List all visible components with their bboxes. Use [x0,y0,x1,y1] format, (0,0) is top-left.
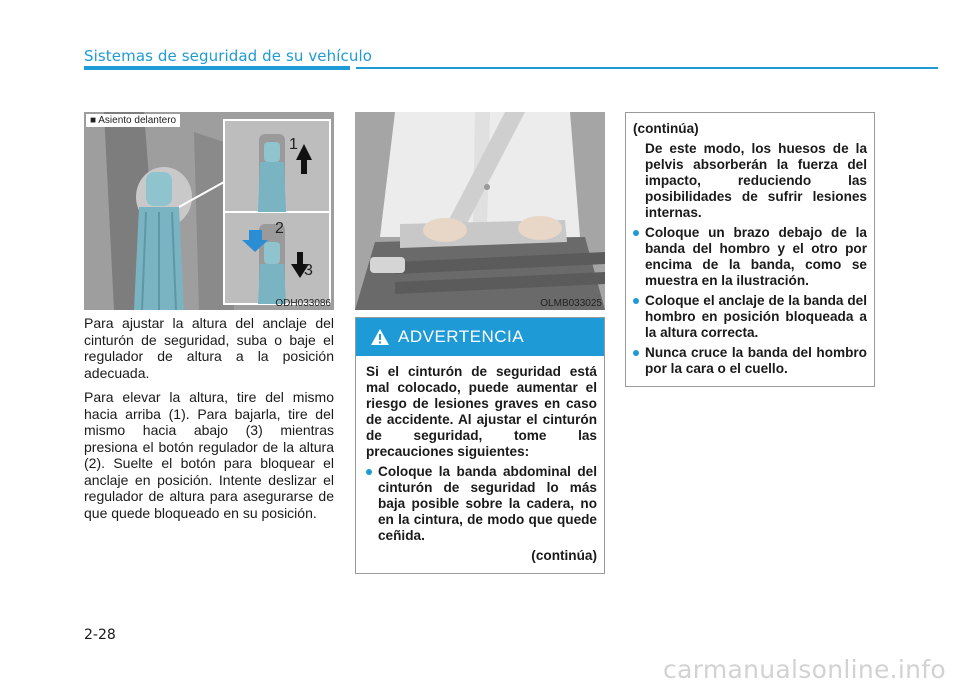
warning-title: ADVERTENCIA [398,327,525,346]
lap-belt-illustration [355,112,605,310]
warning-intro: Si el cinturón de seguridad está mal colocado, puede aumentar el riesgo de lesiones graves en caso de accidente. Al ajustar el cinturón de seguridad, tome las precauciones siguientes: [366,364,597,459]
continued-bullet: Coloque el anclaje de la banda del hombro en posición bloqueada a la altura correcta. [633,293,867,341]
warning-triangle-icon [370,328,390,346]
continued-bullet: Nunca cruce la banda del hombro por la cara o el cuello. [633,345,867,377]
figure-code: ODH033086 [275,298,331,309]
header-rule-accent [84,66,350,70]
page-header-title: Sistemas de seguridad de su vehículo [84,47,373,65]
continued-heading: (continúa) [633,121,699,136]
figure-code: OLMB033025 [540,298,602,309]
body-paragraph: Para ajustar la altura del anclaje del cinturón de seguridad, suba o baje el regulador de altura a la posición adecuada. [84,315,334,381]
warning-box [355,317,605,574]
warning-body [356,356,604,564]
continued-intro: De este modo, los huesos de la pelvis absorberán la fuerza del impacto, reduciendo las posibilidades de sufrir lesiones internas. [645,141,867,220]
header-rule-line [356,67,938,69]
warning-continues: (continúa) [531,548,597,563]
callout-2: 2 [275,220,284,237]
page-number: 2-28 [84,627,116,643]
warning-header [356,318,604,356]
callout-1: 1 [289,136,298,153]
warning-bullet: Coloque la banda abdominal del cinturón de seguridad lo más baja posible sobre la cadera, no en la cintura, de modo que quede ceñida. [366,464,597,544]
figure-label: ■ Asiento delantero [86,114,180,127]
continued-bullet: Coloque un brazo debajo de la banda del hombro y el otro por encima de la banda, como se muestra en la ilustración. [633,225,867,289]
continued-warning-box [625,112,875,387]
figure-lap-belt [355,112,605,310]
callout-3: 3 [304,262,313,279]
body-paragraph: Para elevar la altura, tire del mismo hacia arriba (1). Para bajarla, tire del mismo hacia abajo (3) mientras presiona el botón regulador de la altura (2). Suelte el botón para bloquear el anclaje en posición. Intente deslizar el regulador de altura para asegurarse de que quede bloqueado en su posición. [84,389,334,521]
watermark: carmanualsonline.info [663,655,946,684]
body-text [84,315,334,529]
figure-height-adjuster [84,112,334,310]
